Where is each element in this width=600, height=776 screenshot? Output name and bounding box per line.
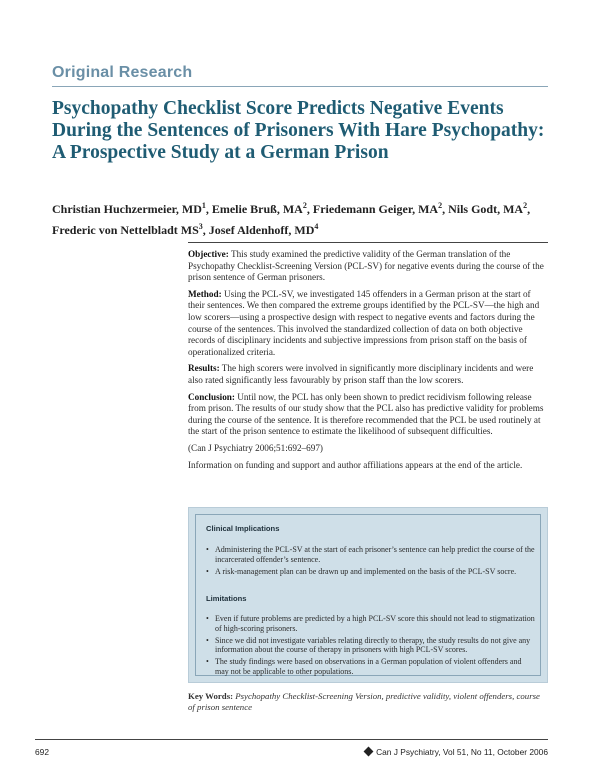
section-label: Original Research <box>52 64 193 81</box>
author: Josef Aldenhoff, $MD^4$ <box>208 222 319 237</box>
abstract <box>188 249 548 476</box>
clinical-implications-list <box>206 545 536 578</box>
author: Christian Huchzermeier, $MD^1$ <box>52 201 206 216</box>
author: Friedemann Geiger, $MA^2$ <box>312 201 443 216</box>
clinical-implications-heading: Clinical Implications <box>206 524 280 533</box>
section-rule <box>52 86 548 87</box>
abstract-results: Results: The high scorers were involved in significantly more disciplinary incidents and were also rated significantly less favourably by prison staff than the low scorers. <box>188 363 534 385</box>
maple-leaf-icon <box>364 747 374 757</box>
abstract-rule <box>188 242 548 243</box>
footer-rule <box>35 739 548 740</box>
page-number: 692 <box>35 747 49 757</box>
key-words-label: Key Words: <box>188 691 234 701</box>
list-item: • Since we did not investigate variables relating directly to therapy, the study results do not give any information about the course of therapy in prisoners with high PCL-SV scores. <box>206 636 536 656</box>
abstract-citation: (Can J Psychiatry 2006;51:692–697) <box>188 442 323 453</box>
limitations-list <box>206 614 536 679</box>
abstract-info: Information on funding and support and author affiliations appears at the end of the article. <box>188 459 523 470</box>
abstract-conclusion: Conclusion: Until now, the PCL has only been shown to predict recidivism following release from prison. The results of our study show that the PCL also has predictive validity for problems during the course of the sentence. It is therefore recommended that the PCL be used routinely at the start of the prison sentence to estimate the likelihood of subsequent difficulties. <box>188 391 544 437</box>
author: Nils Godt, $MA^2$ <box>448 201 528 216</box>
author-list: Christian Huchzermeier, $MD^1$, Emelie Bruß, $MA^2$, Friedemann Geiger, $MA^2$, Nils Godt, $MA^2$, Frederic von Nettelbladt $MS^3$, Josef Aldenhoff, $MD^4$ <box>52 201 531 237</box>
journal-footer: Can J Psychiatry, Vol 51, No 11, October 2006 <box>365 747 548 757</box>
key-words-text: Psychopathy Checklist-Screening Version, predictive validity, violent offenders, course of prison sentence <box>188 691 540 712</box>
abstract-method: Method: Using the PCL-SV, we investigated 145 offenders in a German prison at the start of their sentences. We then compared the extreme groups identified by the PCL-SV—the high and low scorers—using a prospective design with respect to negative events and factors during the course of the sentences. This involved the standardized collection of data on both objective records of disciplinary incidents and subjective impressions from prison staff on the basis of operationalized criteria. <box>188 288 540 357</box>
list-item: • The study findings were based on observations in a German population of violent offenders and may not be applicable to other populations. <box>206 657 536 677</box>
implications-box <box>188 507 548 683</box>
list-item: • Administering the PCL-SV at the start of each prisoner’s sentence can help predict the course of the incarcerated offender’s sentence. <box>206 545 536 565</box>
author: Frederic von Nettelbladt $MS^3$ <box>52 222 203 237</box>
implications-box-border <box>195 514 541 676</box>
author: Emelie Bruß, $MA^2$ <box>211 201 307 216</box>
list-item: • Even if future problems are predicted by a high PCL-SV score this should not lead to stigmatization of high-scoring prisoners. <box>206 614 536 634</box>
list-item: • A risk-management plan can be drawn up and implemented on the basis of the PCL-SV socre. <box>206 567 536 577</box>
article-title: Psychopathy Checklist Score Predicts Negative Events During the Sentences of Prisoners With Hare Psychopathy: A Prospective Study at a German Prison <box>52 98 545 163</box>
abstract-objective: Objective: This study examined the predictive validity of the German translation of the Psychopathy Checklist-Screening Version (PCL-SV) for negative events during the course of the prison sentence of German prisoners. <box>188 249 544 283</box>
limitations-heading: Limitations <box>206 594 247 603</box>
key-words <box>188 691 548 713</box>
